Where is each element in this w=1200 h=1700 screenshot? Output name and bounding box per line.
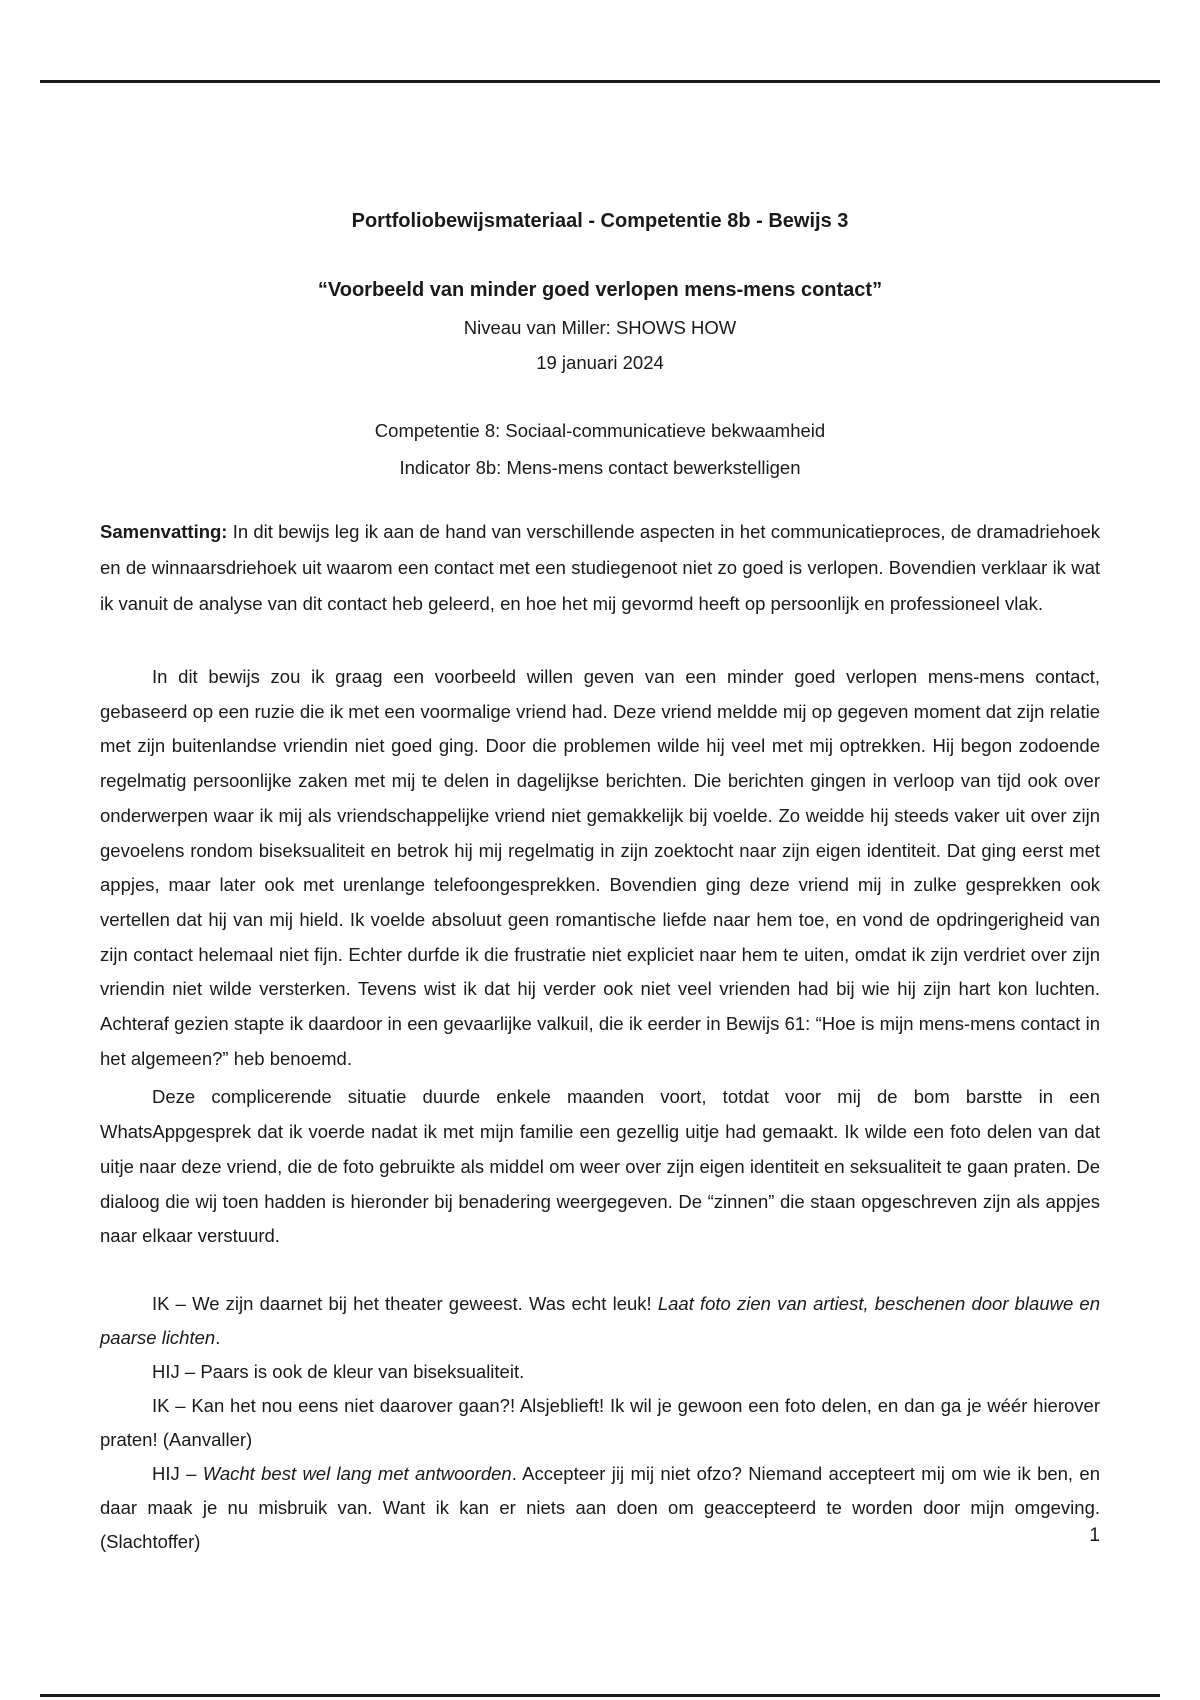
document-title: Portfoliobewijsmateriaal - Competentie 8b - Bewijs 3 bbox=[351, 210, 849, 232]
body-paragraph-1: In dit bewijs zou ik graag een voorbeeld willen geven van een minder goed verlopen mens-mens contact, gebaseerd op een ruzie die ik met een voormalige vriend had. Deze vriend meldde mij op gegeven moment dat zijn relatie met zijn buitenlandse vriendin niet goed ging. Door die problemen wilde hij veel met mij optrekken. Hij begon zodoende regelmatig persoonlijke zaken met mij te delen in dagelijkse berichten. Die berichten gingen in verloop van tijd ook over onderwerpen waar ik mij als vriendschappelijke vriend niet gemakkelijk bij voelde. Zo weidde hij steeds vaker uit over zijn gevoelens rondom biseksualiteit en betrok hij mij regelmatig in zijn zoektocht naar zijn eigen identiteit. Dat ging eerst met appjes, maar later ook met urenlange telefoongesprekken. Bovendien ging deze vriend mij in zulke gesprekken ook vertellen dat hij van mij hield. Ik voelde absoluut geen romantische liefde naar hem toe, en vond de opdringerigheid van zijn contact helemaal niet fijn. Echter durfde ik die frustratie niet expliciet naar hem te uiten, omdat ik zijn verdriet over zijn vriendin niet wilde versterken. Tevens wist ik dat hij verder ook niet veel vrienden had bij wie hij zijn hart kon luchten. Achteraf gezien stapte ik daardoor in een gevaarlijke valkuil, die ik eerder in Bewijs 61: “Hoe is mijn mens-mens contact in het algemeen?” heb benoemd. bbox=[100, 666, 1100, 1069]
dialog-line-4-speaker: HIJ – bbox=[152, 1462, 203, 1484]
bottom-rule bbox=[40, 1694, 1160, 1697]
summary-text: In dit bewijs leg ik aan de hand van verschillende aspecten in het communicatieproces, de dramadriehoek en de winnaarsdriehoek uit waarom een contact met een studiegenoot niet zo goed is verlopen. Bovendien verklaar ik wat ik vanuit de analyse van dit contact heb geleerd, en hoe het mij gevormd heeft op persoonlijk en professioneel vlak. bbox=[100, 521, 1100, 614]
summary-label: Samenvatting: bbox=[100, 521, 228, 542]
competence-block bbox=[100, 412, 1100, 486]
dialog-line-2: HIJ – Paars is ook de kleur van biseksualiteit. bbox=[152, 1360, 525, 1382]
dialog-line-1-text: IK – We zijn daarnet bij het theater geweest. Was echt leuk! bbox=[152, 1292, 658, 1314]
indicator-label: Indicator 8b: Mens-mens contact bewerkstelligen bbox=[399, 457, 801, 478]
document-subtitle: “Voorbeeld van minder goed verlopen mens-mens contact” bbox=[317, 279, 883, 301]
dialog-line-1-action: Laat foto zien van artiest, beschenen door blauwe en paarse lichten bbox=[100, 1292, 1100, 1348]
dialog-line-4-action: Wacht best wel lang met antwoorden bbox=[202, 1462, 512, 1484]
miller-level: Niveau van Miller: SHOWS HOW bbox=[463, 317, 737, 338]
body-paragraph-2: Deze complicerende situatie duurde enkele maanden voort, totdat voor mij de bom barstte in een WhatsAppgesprek dat ik voerde nadat ik met mijn familie een gezellig uitje had gemaakt. Ik wilde een foto delen van dat uitje naar deze vriend, die de foto gebruikte als middel om weer over zijn eigen identiteit en seksualiteit te gaan praten. De dialoog die wij toen hadden is hieronder bij benadering weergegeven. De “zinnen” die staan opgeschreven zijn als appjes naar elkaar verstuurd. bbox=[100, 1086, 1100, 1247]
document-date: 19 januari 2024 bbox=[536, 352, 664, 373]
document-page bbox=[100, 200, 1100, 1559]
dialog-block bbox=[100, 1287, 1100, 1559]
dialog-line-4-text: . Accepteer jij mij niet ofzo? Niemand accepteert mij om wie ik ben, en daar maak je nu misbruik van. Want ik kan er niets aan doen om geaccepteerd te worden door mijn omgeving. (Slachtoffer) bbox=[100, 1462, 1100, 1552]
top-rule bbox=[40, 80, 1160, 83]
dialog-line-1 bbox=[100, 1287, 1100, 1355]
dialog-line-3: IK – Kan het nou eens niet daarover gaan?! Alsjeblieft! Ik wil je gewoon een foto delen, en dan ga je wéér hierover praten! (Aanvaller) bbox=[100, 1394, 1100, 1450]
dialog-line-1-end: . bbox=[215, 1326, 221, 1348]
page-number: 1 bbox=[1089, 1525, 1100, 1546]
competence-label: Competentie 8: Sociaal-communicatieve bekwaamheid bbox=[374, 420, 826, 441]
dialog-line-4 bbox=[100, 1457, 1100, 1559]
summary bbox=[100, 514, 1100, 622]
